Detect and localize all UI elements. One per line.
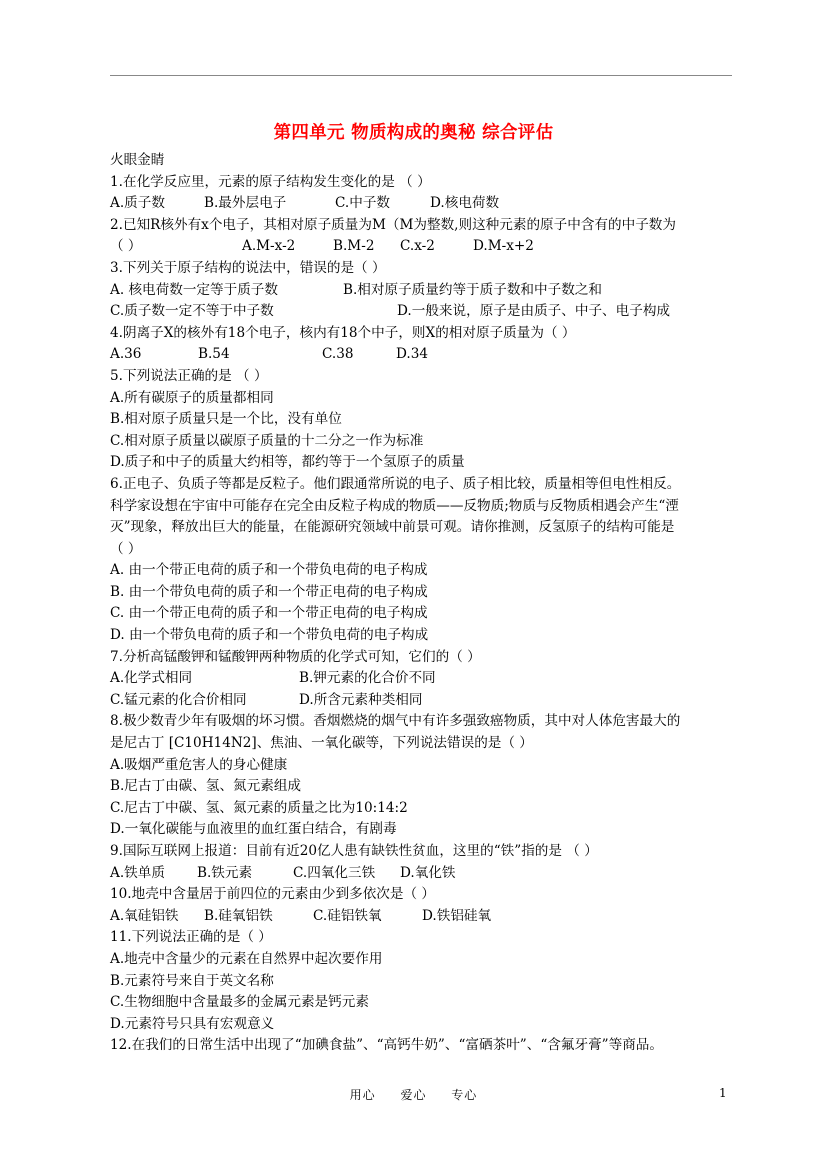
answer-option: D.氧化铁 — [400, 864, 456, 881]
text-line: A. 由一个带正电荷的质子和一个带负电荷的电子构成 — [110, 562, 428, 579]
header-rule — [110, 75, 732, 76]
answer-option: A.M-x-2 — [242, 238, 296, 255]
answer-option: D.一般来说，原子是由质子、中子、电子构成 — [397, 303, 671, 320]
option-row — [110, 690, 732, 712]
answer-option: A.铁单质 — [110, 864, 165, 881]
document-title: 第四单元 物质构成的奥秘 综合评估 — [273, 123, 554, 143]
text-line: 7.分析高锰酸钾和锰酸钾两种物质的化学式可知，它们的（ ） — [110, 648, 481, 665]
text-line: C.尼古丁中碳、氢、氮元素的质量之比为10:14:2 — [110, 799, 408, 816]
answer-option: A.氧硅铝铁 — [110, 907, 179, 924]
text-line: 5.下列说法正确的是 （ ） — [110, 367, 268, 384]
document-body — [110, 150, 732, 1057]
text-line: B.相对原子质量只是一个比，没有单位 — [110, 411, 342, 428]
option-row — [110, 668, 732, 690]
answer-option: B.硅氧铝铁 — [204, 907, 273, 924]
answer-option: C.38 — [322, 346, 354, 363]
page-number: 1 — [719, 1086, 727, 1100]
text-line: A.地壳中含量少的元素在自然界中起次要作用 — [110, 950, 383, 967]
answer-option: B.最外层电子 — [204, 195, 287, 212]
answer-option: D.34 — [396, 346, 429, 363]
text-line: 4.阴离子X的核外有18个电子，核内有18个中子，则X的相对原子质量为（ ） — [110, 324, 576, 341]
answer-option: B.钾元素的化合价不同 — [299, 670, 436, 687]
question-list — [110, 172, 732, 1057]
answer-option: C.硅铝铁氧 — [313, 907, 382, 924]
text-line: B.尼古丁由碳、氢、氮元素组成 — [110, 778, 302, 795]
section-heading: 火眼金睛 — [110, 152, 165, 168]
text-line: D. 由一个带负电荷的质子和一个带负电荷的电子构成 — [110, 627, 429, 644]
answer-option: D.铁铝硅氧 — [422, 907, 492, 924]
answer-option: A.化学式相同 — [110, 670, 193, 687]
option-row — [110, 193, 732, 215]
answer-option: （ ） — [110, 238, 142, 255]
text-line: 6.正电子、负质子等都是反粒子。他们跟通常所说的电子、质子相比较，质量相等但电性相反。 — [110, 475, 681, 492]
text-line: B. 由一个带负电荷的质子和一个带正电荷的电子构成 — [110, 583, 428, 600]
text-line: 12.在我们的日常生活中出现了“加碘食盐”、“高钙牛奶”、“富硒茶叶”、“含氟牙膏”等商品。 — [110, 1037, 663, 1054]
text-line: 是尼古丁 [C10H14N2]、焦油、一氧化碳等，下列说法错误的是（ ） — [110, 735, 533, 752]
answer-option: D.M-x+2 — [473, 238, 534, 255]
text-line: C.相对原子质量以碳原子质量的十二分之一作为标准 — [110, 432, 424, 449]
text-line: 灭”现象，释放出巨大的能量，在能源研究领域中前景可观。请你推测，反氢原子的结构可能是 — [110, 519, 675, 536]
answer-option: B.铁元素 — [197, 864, 253, 881]
text-line: 11.下列说法正确的是（ ） — [110, 929, 272, 946]
option-row — [110, 906, 732, 928]
text-line: D.元素符号只具有宏观意义 — [110, 1015, 275, 1032]
answer-option: D.所含元素种类相同 — [299, 691, 423, 708]
text-line: A.吸烟严重危害人的身心健康 — [110, 756, 288, 773]
option-row — [110, 863, 732, 885]
option-row — [110, 301, 732, 323]
answer-option: B.54 — [198, 346, 230, 363]
text-line: D.一氧化碳能与血液里的血红蛋白结合，有剧毒 — [110, 821, 397, 838]
text-line: C. 由一个带正电荷的质子和一个带正电荷的电子构成 — [110, 605, 428, 622]
text-line: C.生物细胞中含量最多的金属元素是钙元素 — [110, 994, 369, 1011]
text-line: （ ） — [110, 540, 142, 557]
answer-option: A. 核电荷数一定等于质子数 — [110, 281, 278, 298]
text-line: B.元素符号来自于英文名称 — [110, 972, 274, 989]
text-line: A.所有碳原子的质量都相同 — [110, 389, 274, 406]
text-line: 2.已知R核外有x个电子，其相对原子质量为M（M为整数,则这种元素的原子中含有的中子数为 — [110, 216, 676, 233]
answer-option: B.M-2 — [333, 238, 375, 255]
answer-option: C.x-2 — [400, 238, 435, 255]
text-line: 3.下列关于原子结构的说法中，错误的是（ ） — [110, 259, 386, 276]
answer-option: B.相对原子质量约等于质子数和中子数之和 — [343, 281, 602, 298]
page-footer: 用心 爱心 专心 — [349, 1088, 478, 1102]
answer-option: A.质子数 — [110, 195, 165, 212]
option-row — [110, 280, 732, 302]
answer-option: D.核电荷数 — [430, 195, 500, 212]
answer-option: C.质子数一定不等于中子数 — [110, 303, 274, 320]
answer-option: A.36 — [110, 346, 142, 363]
option-row — [110, 344, 732, 366]
text-line: 1.在化学反应里，元素的原子结构发生变化的是 （ ） — [110, 173, 431, 190]
answer-option: C.四氧化三铁 — [293, 864, 376, 881]
text-line: 9.国际互联网上报道：目前有近20亿人患有缺铁性贫血，这里的“铁”指的是 （ ） — [110, 843, 598, 859]
option-row — [110, 236, 732, 258]
text-line: 10.地壳中含量居于前四位的元素由少到多依次是（ ） — [110, 886, 436, 903]
text-line: D.质子和中子的质量大约相等，都约等于一个氢原子的质量 — [110, 454, 465, 471]
text-line: 8.极少数青少年有吸烟的坏习惯。香烟燃烧的烟气中有许多强致癌物质，其中对人体危害最大的 — [110, 713, 681, 730]
text-line: 科学家设想在宇宙中可能存在完全由反粒子构成的物质——反物质;物质与反物质相遇会产生“湮 — [110, 497, 679, 514]
answer-option: C.锰元素的化合价相同 — [110, 691, 247, 708]
answer-option: C.中子数 — [335, 195, 391, 212]
